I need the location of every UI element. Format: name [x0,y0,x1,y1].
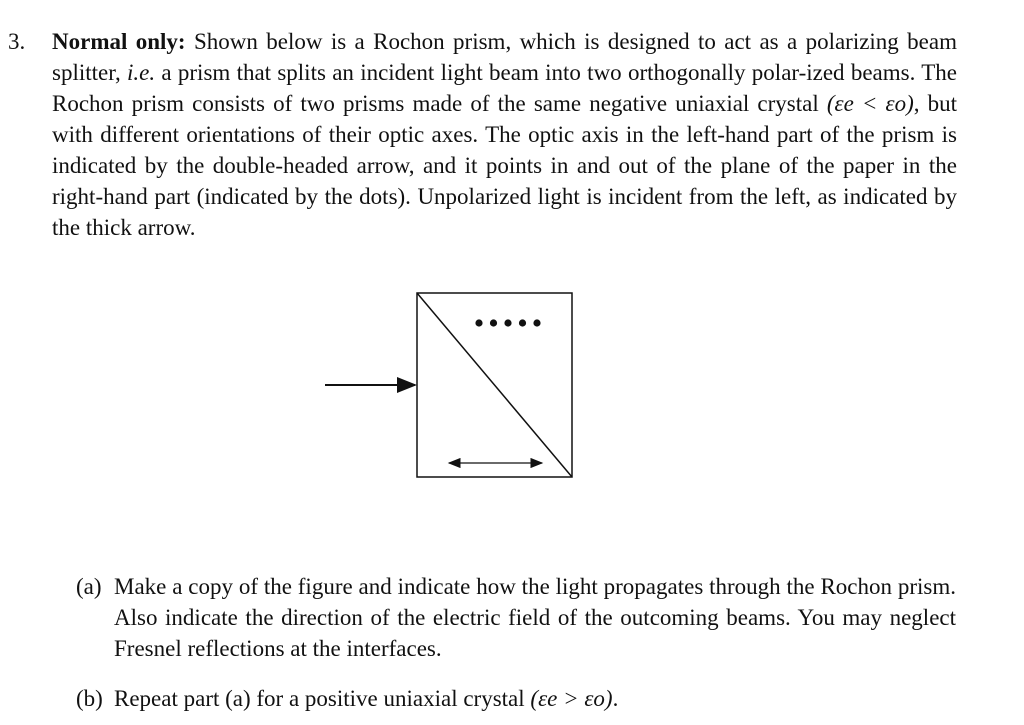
part-a-label: (a) [76,574,102,599]
optic-axis-dot [533,319,540,326]
part-b-text-end: . [612,686,619,711]
part-b-label: (b) [76,686,103,711]
problem-number: 3. [8,29,26,54]
problem-text-2: a prism that splits an incident light beam into two orthogonally polar-ized beams. The Rochon prism consists of two prisms made of the same negative uniaxial crystal [52,60,957,116]
optic-axis-dot [519,319,526,326]
optic-axis-dot [504,319,511,326]
rochon-prism-figure [316,286,578,486]
optic-axis-dot [490,319,497,326]
problem-ie: i.e. [127,60,156,85]
optic-axis-dots [475,319,540,326]
problem-statement [52,26,957,243]
part-b-text [114,683,956,714]
positive-crystal-inequality: (εe > εo) [530,686,613,711]
problem-text-1: Shown below is a Rochon prism, which is designed to act as a polarizing beam splitter, [52,29,957,85]
part-a [76,571,956,664]
part-a-text: Make a copy of the figure and indicate how the light propagates through the Rochon prism. Also indicate the direction of the electric field of the outcoming beams. You may neglect Fresnel reflections at the interfaces. [114,574,956,661]
optic-axis-dot [475,319,482,326]
problem-lead: Normal only: [52,29,186,54]
negative-crystal-inequality: (εe < εo) [826,91,914,116]
part-b [76,683,956,714]
part-b-text-start: Repeat part (a) for a positive uniaxial crystal [114,686,531,711]
problem-text-3: , but with different orientations of their optic axes. The optic axis in the left-hand part of the prism is indicated by the double-headed arrow, and it points in and out of the plane of the paper in the right-hand part (indicated by the dots). Unpolarized light is incident from the left, as indicated by the thick arrow. [52,91,958,240]
